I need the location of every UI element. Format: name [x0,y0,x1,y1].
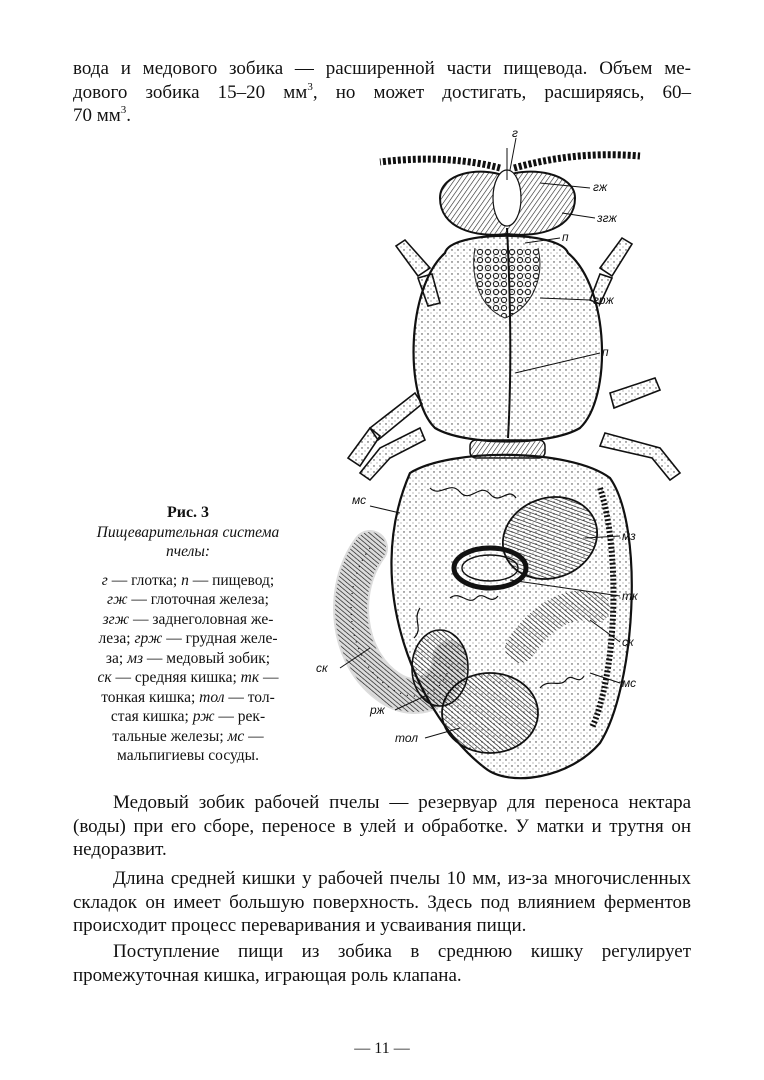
legend-description: — рек- [214,708,266,725]
legend-description: леза; [98,630,135,647]
label-gzh: гж [593,180,608,194]
legend-description: — грудная желе- [162,630,278,647]
paragraph-valve: Поступление пищи из зобика в среднюю кишку регулирует промежуточная кишка, играющая роль клапана. [73,941,691,986]
legend-line [74,571,302,591]
paragraph-honey-crop: Медовый зобик рабочей пчелы — резервуар для переноса нектара (воды) при его сборе, переносе в улей и обработке. У матки и трутня он недоразвит. [73,792,691,860]
figure-legend [74,571,302,766]
label-sk2: ск [316,661,328,675]
legend-abbreviation: мз [127,649,144,667]
legend-abbreviation: ск [97,669,112,686]
legend-description: тальные железы; [112,727,228,745]
label-grzh: грж [593,293,614,307]
legend-line [74,668,302,688]
legend-line [74,629,302,649]
intro-line-1: вода и медового зобика — расширенной части пищевода. Объем ме- [73,58,691,79]
legend-description: стая кишка; [110,708,193,725]
legend-description: — заднеголовная же- [129,610,274,628]
cubic-superscript: 3 [120,104,127,116]
cubic-superscript: 3 [307,80,313,93]
legend-abbreviation: грж [134,630,163,647]
antennae [380,155,640,168]
label-g: г [512,128,518,140]
legend-line [74,649,302,669]
legend-abbreviation: тк [240,669,260,686]
legend-line [74,610,302,630]
legend-line [74,707,302,727]
legend-line [74,746,302,766]
legend-description: — [259,669,279,686]
intro-paragraph [73,57,691,128]
label-sk1: ск [622,635,634,649]
legend-description: — средняя кишка; [111,669,241,686]
bee-thorax [414,228,602,442]
legend-abbreviation: тол [199,688,225,706]
label-tol: тол [395,731,419,745]
label-ms2: мс [622,676,637,690]
legend-abbreviation: гж [107,591,128,608]
legend-description: — тол- [224,688,275,706]
intro-line-3-text: 70 мм [73,105,121,126]
figure-caption [74,503,302,766]
intro-line-3-rest: . [126,105,132,126]
label-rzh: рж [370,703,385,717]
intro-line-2-text: дового зобика 15–20 мм [73,81,308,103]
legend-abbreviation: г [101,571,108,589]
bee-abdomen [351,455,632,778]
legend-abbreviation: рж [192,708,215,725]
legend-line [74,688,302,708]
label-p2: п [602,345,609,359]
label-mz: мз [622,529,636,543]
intro-line-2 [73,81,691,105]
intro-line-3 [73,104,691,128]
intro-line-2-rest: , но может достигать, расширяясь, 60– [312,81,691,103]
paragraph-midgut: Длина средней кишки у рабочей пчелы 10 мм, из-за многочисленных складок он имеет большую поверхность. Здесь под влиянием ферментов происходит процесс переваривания и усваивания пищи. [73,868,691,936]
legend-abbreviation: згж [102,610,130,628]
legend-description: — пищевод; [188,571,275,589]
legend-line [74,590,302,610]
label-p1: п [562,230,569,244]
legend-description: — глотка; [107,571,182,589]
label-tk: тк [622,589,638,603]
legend-abbreviation: мс [227,727,245,745]
legend-description: — [244,727,264,745]
legend-description: — глоточная железа; [127,591,269,608]
legend-description: — медовый зобик; [143,649,271,667]
page-number: — 11 — [354,1040,410,1057]
figure-title: Пищеварительная система пчелы: [96,523,280,560]
legend-description: тонкая кишка; [101,688,200,706]
legend-line [74,727,302,747]
bee-digestive-system-illustration [300,128,720,788]
label-ms1: мс [352,493,367,507]
figure-number: Рис. 3 [166,504,210,521]
legend-abbreviation: п [181,571,189,589]
legend-description: за; [105,649,128,667]
label-zgzh: згж [597,211,617,225]
legend-description: мальпигиевы сосуды. [117,747,259,764]
